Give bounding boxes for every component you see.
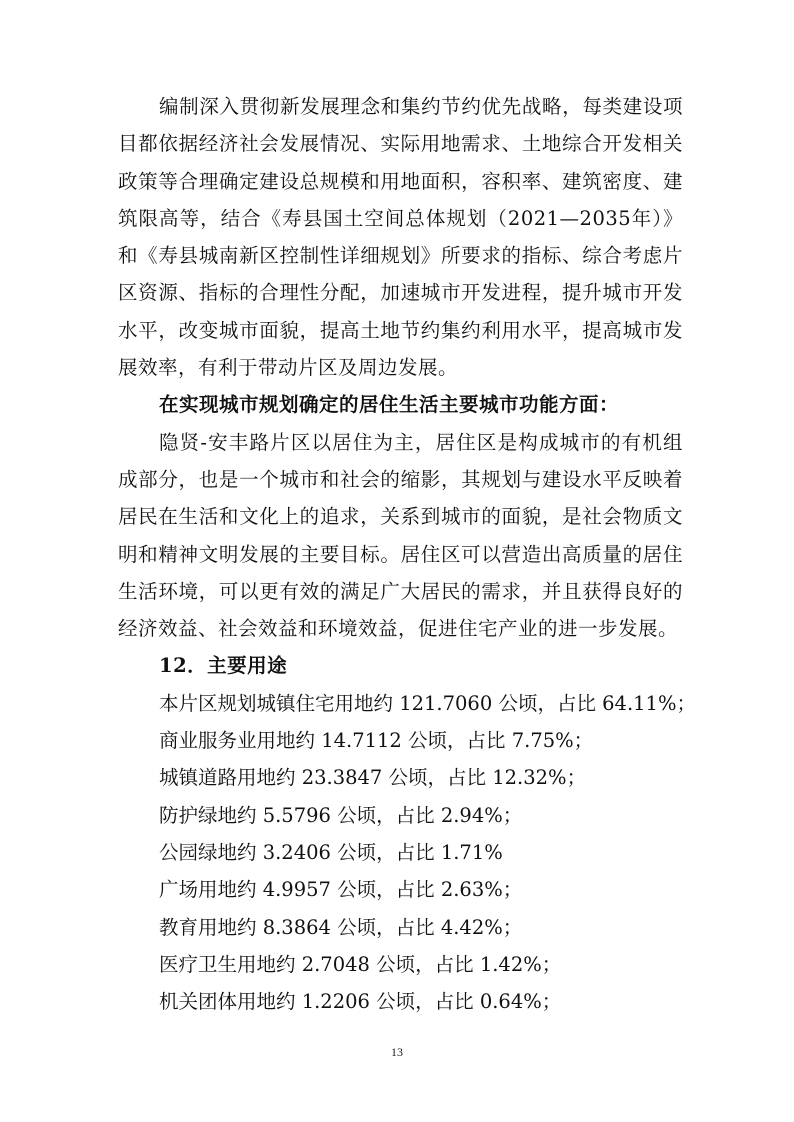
list-item: 商业服务业用地约 14.7112 公顷，占比 7.75%； <box>159 729 594 753</box>
list-item: 机关团体用地约 1.2206 公顷，占比 0.64%； <box>159 990 562 1014</box>
list-item: 医疗卫生用地约 2.7048 公顷，占比 1.42%； <box>159 952 562 976</box>
land-use-list <box>118 685 696 1021</box>
list-item: 公园绿地约 3.2406 公顷，占比 1.71% <box>159 840 503 864</box>
paragraph-planning-principles: 编制深入贯彻新发展理念和集约节约优先战略，每类建设项目都依据经济社会发展情况、实际用地需求、土地综合开发相关政策等合理确定建设总规模和用地面积，容积率、建筑密度、建筑限高等，结合《寿县国土空间总体规划（2021—2035年）》和《寿县城南新区控制性详细规划》所要求的指标、综合考虑片区资源、指标的合理性分配，加速城市开发进程，提升城市开发水平，改变城市面貌，提高土地节约集约利用水平，提高城市发展效率，有利于带动片区及周边发展。 <box>118 95 683 380</box>
list-item: 防护绿地约 5.5796 公顷，占比 2.94%； <box>159 803 523 827</box>
page-number: 13 <box>391 1045 403 1059</box>
paragraph-residential-area: 隐贤-安丰路片区以居住为主，居住区是构成城市的有机组成部分，也是一个城市和社会的缩影，其规划与建设水平反映着居民在生活和文化上的追求，关系到城市的面貌，是社会物质文明和精神文明发展的主要目标。居住区可以营造出高质量的居住生活环境，可以更有效的满足广大居民的需求，并且获得良好的经济效益、社会效益和环境效益，促进住宅产业的进一步发展。 <box>118 430 683 641</box>
document-page <box>118 88 696 1020</box>
list-item: 教育用地约 8.3864 公顷，占比 4.42%； <box>159 915 523 939</box>
section-heading-main-uses: 12．主要用途 <box>159 654 288 678</box>
list-item: 本片区规划城镇住宅用地约 121.7060 公顷，占比 64.11%； <box>159 691 696 715</box>
subheading-residential-function: 在实现城市规划确定的居住生活主要城市功能方面： <box>159 393 620 417</box>
list-item: 城镇道路用地约 23.3847 公顷，占比 12.32%； <box>159 766 587 790</box>
list-item: 广场用地约 4.9957 公顷，占比 2.63%； <box>159 878 523 902</box>
